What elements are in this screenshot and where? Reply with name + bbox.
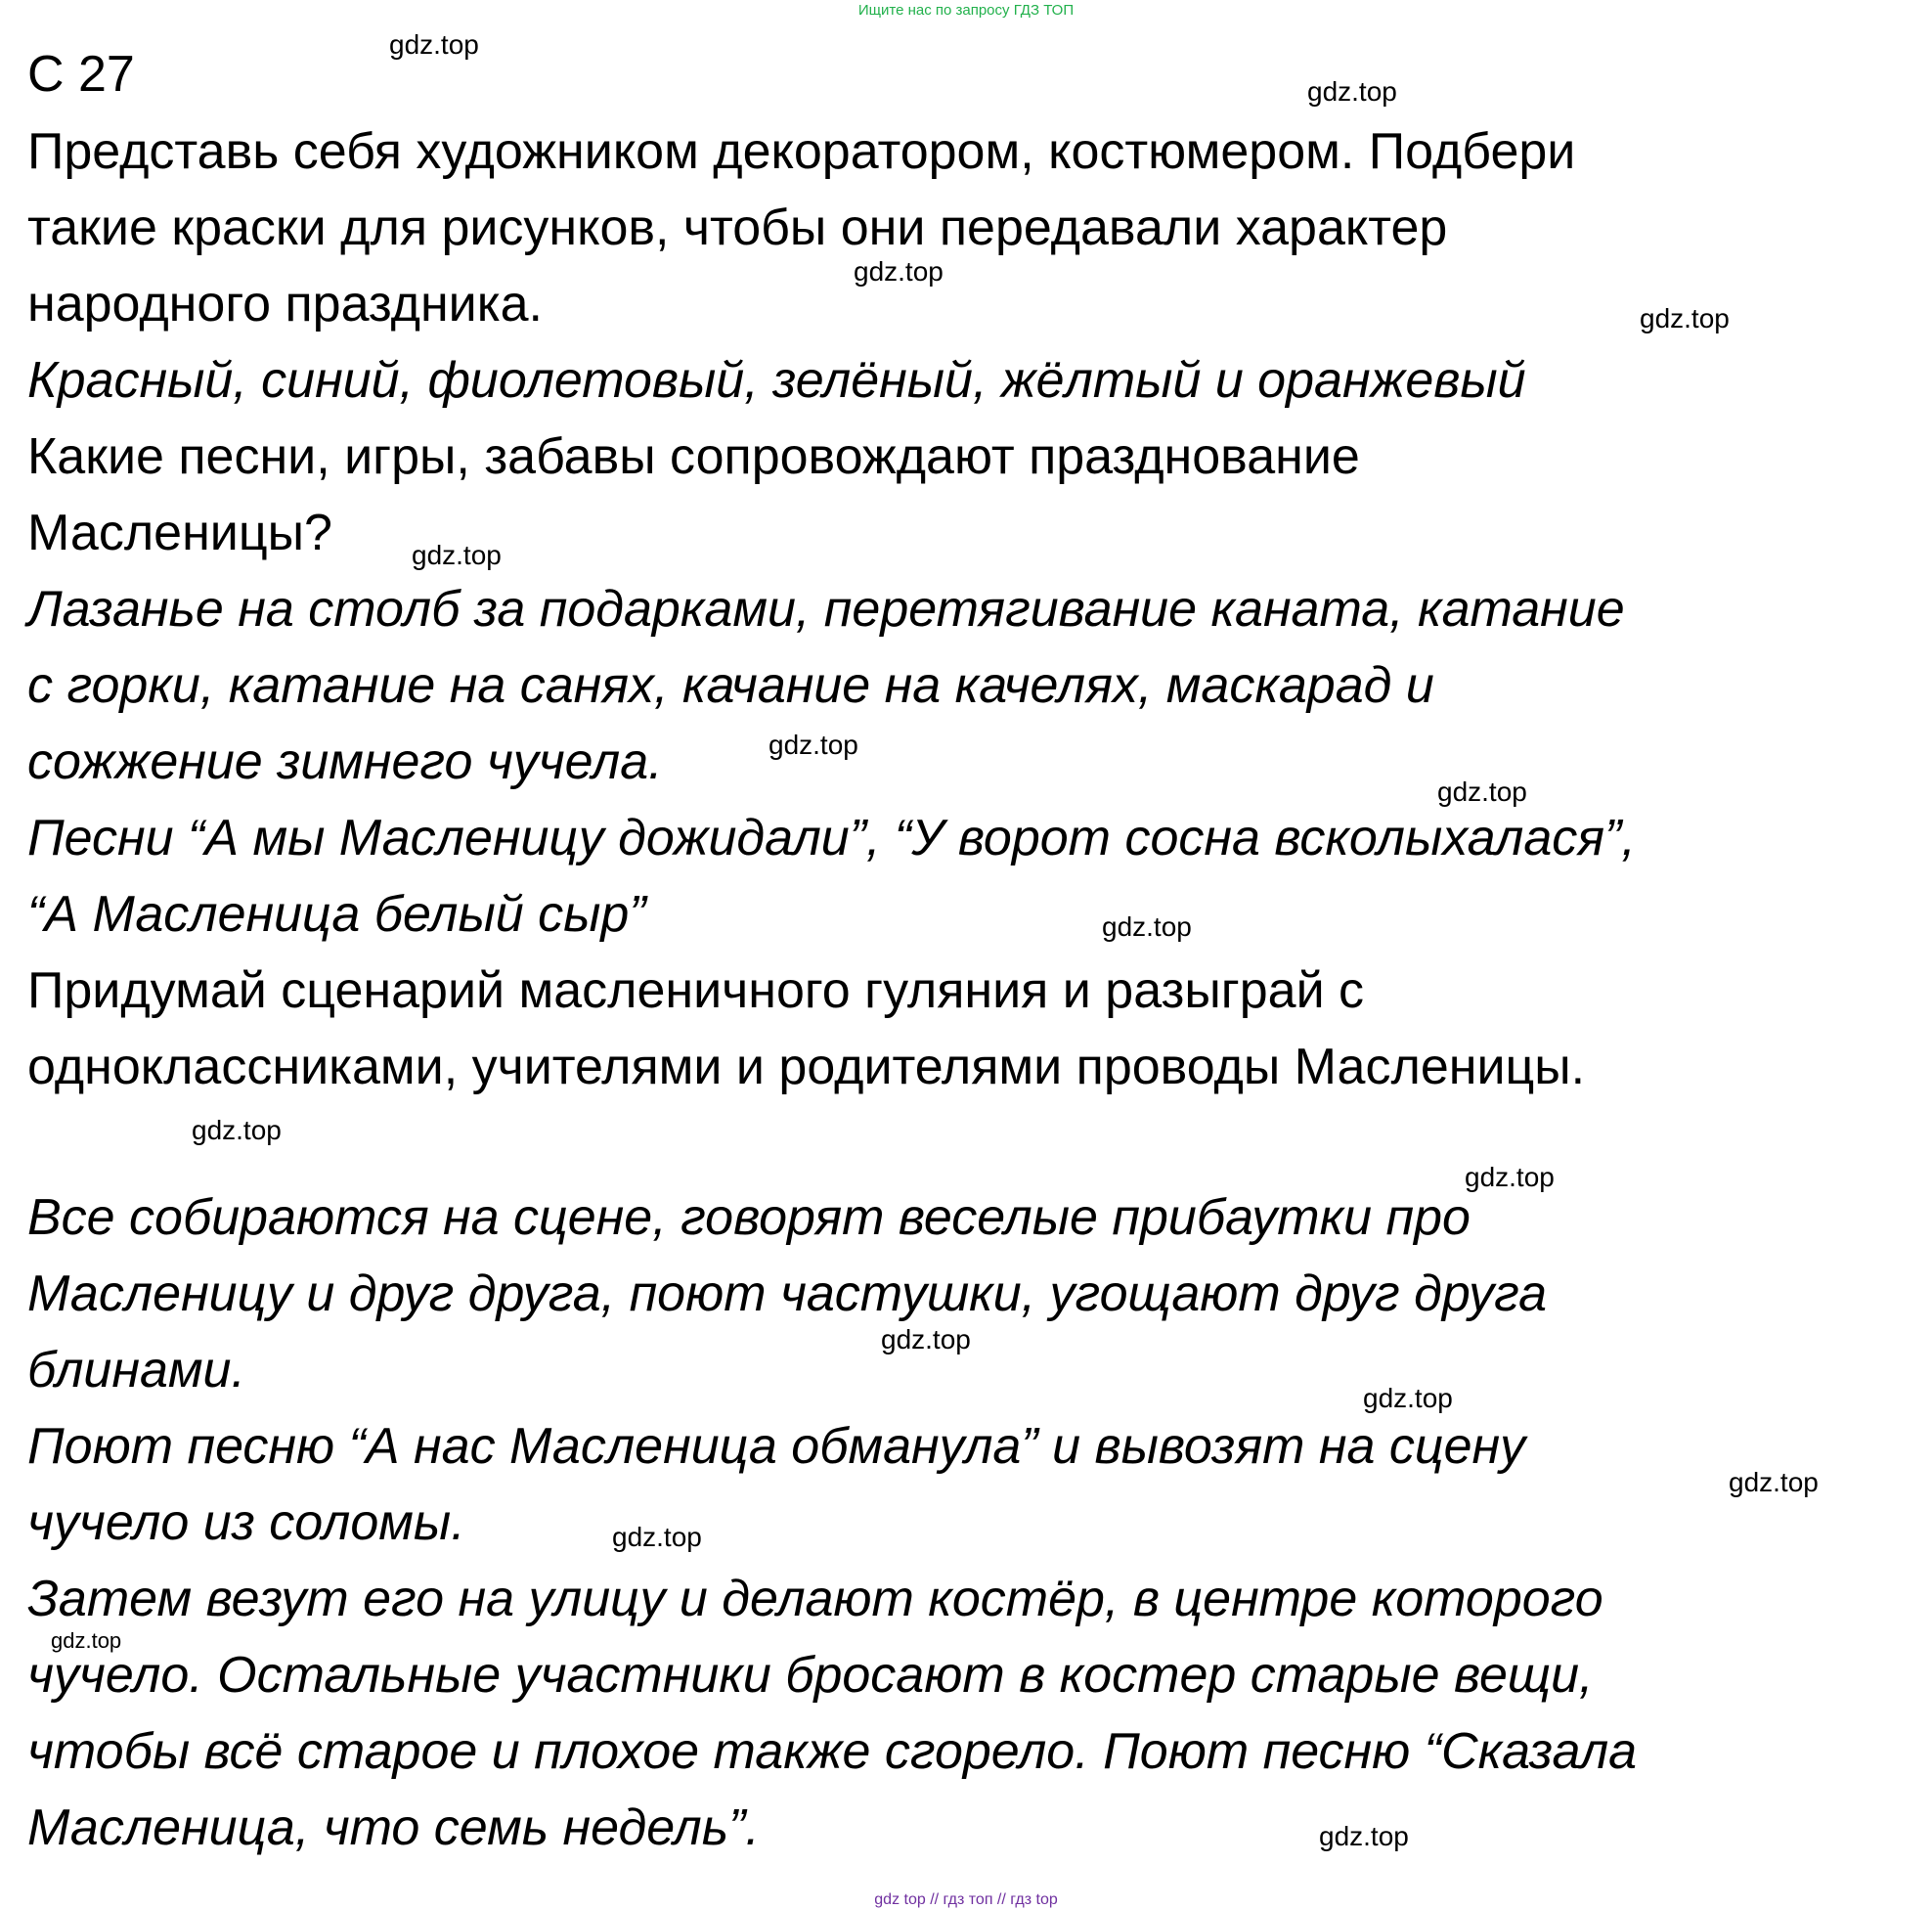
watermark: gdz.top <box>1102 911 1192 942</box>
watermark: gdz.top <box>1729 1467 1819 1497</box>
footer-links: gdz top // гдз топ // гдз top <box>874 1891 1058 1908</box>
question-line: Масленицы? <box>27 505 332 561</box>
question-line: народного праздника. <box>27 276 543 333</box>
answer-line: чучело. Остальные участники бросают в костер старые вещи, <box>27 1647 1594 1704</box>
question-line: Какие песни, игры, забавы сопровождают празднование <box>27 428 1360 485</box>
answer-line: Поют песню “А нас Масленица обманула” и вывозят на сцену <box>27 1418 1526 1475</box>
answer-line: “А Масленица белый сыр” <box>27 886 646 943</box>
watermark: gdz.top <box>192 1115 282 1145</box>
watermark: gdz.top <box>1465 1162 1555 1192</box>
answer-line: Все собираются на сцене, говорят веселые прибаутки про <box>27 1189 1471 1246</box>
watermark: gdz.top <box>1640 303 1730 333</box>
question-line: одноклассниками, учителями и родителями проводы Масленицы. <box>27 1039 1586 1095</box>
watermark: gdz.top <box>389 29 479 60</box>
answer-line: с горки, катание на санях, качание на качелях, маскарад и <box>27 657 1434 714</box>
answer-line: Красный, синий, фиолетовый, зелёный, жёлтый и оранжевый <box>27 352 1526 409</box>
answer-line: Масленицу и друг друга, поют частушки, угощают друг друга <box>27 1265 1548 1322</box>
answer-line: чтобы всё старое и плохое также сгорело. Поют песню “Сказала <box>27 1723 1638 1780</box>
answer-line: сожжение зимнего чучела. <box>27 733 663 790</box>
watermark: gdz.top <box>612 1522 702 1552</box>
answer-line: Затем везут его на улицу и делают костёр, в центре которого <box>27 1571 1603 1627</box>
answer-line: чучело из соломы. <box>27 1494 465 1551</box>
answer-line: Масленица, что семь недель”. <box>27 1799 760 1856</box>
watermark: gdz.top <box>881 1324 971 1354</box>
question-line: Представь себя художником декоратором, костюмером. Подбери <box>27 123 1576 180</box>
answer-line: Песни “А мы Масленицу дожидали”, “У ворот сосна всколыхалася”, <box>27 810 1636 866</box>
page-title: С 27 <box>27 46 135 103</box>
watermark: gdz.top <box>768 730 858 760</box>
watermark: gdz.top <box>1363 1383 1453 1413</box>
watermark: gdz.top <box>1437 777 1527 807</box>
answer-line: Лазанье на столб за подарками, перетягивание каната, катание <box>27 581 1625 638</box>
watermark: gdz.top <box>412 540 502 570</box>
watermark: gdz.top <box>854 256 944 287</box>
watermark: gdz.top <box>1319 1821 1409 1851</box>
watermark: gdz.top <box>1307 76 1397 107</box>
question-line: такие краски для рисунков, чтобы они передавали характер <box>27 200 1448 256</box>
question-line: Придумай сценарий масленичного гуляния и разыграй с <box>27 962 1365 1019</box>
answer-line: блинами. <box>27 1342 245 1398</box>
watermark: gdz.top <box>51 1628 122 1653</box>
top-banner: Ищите нас по запросу ГДЗ ТОП <box>857 2 1075 19</box>
